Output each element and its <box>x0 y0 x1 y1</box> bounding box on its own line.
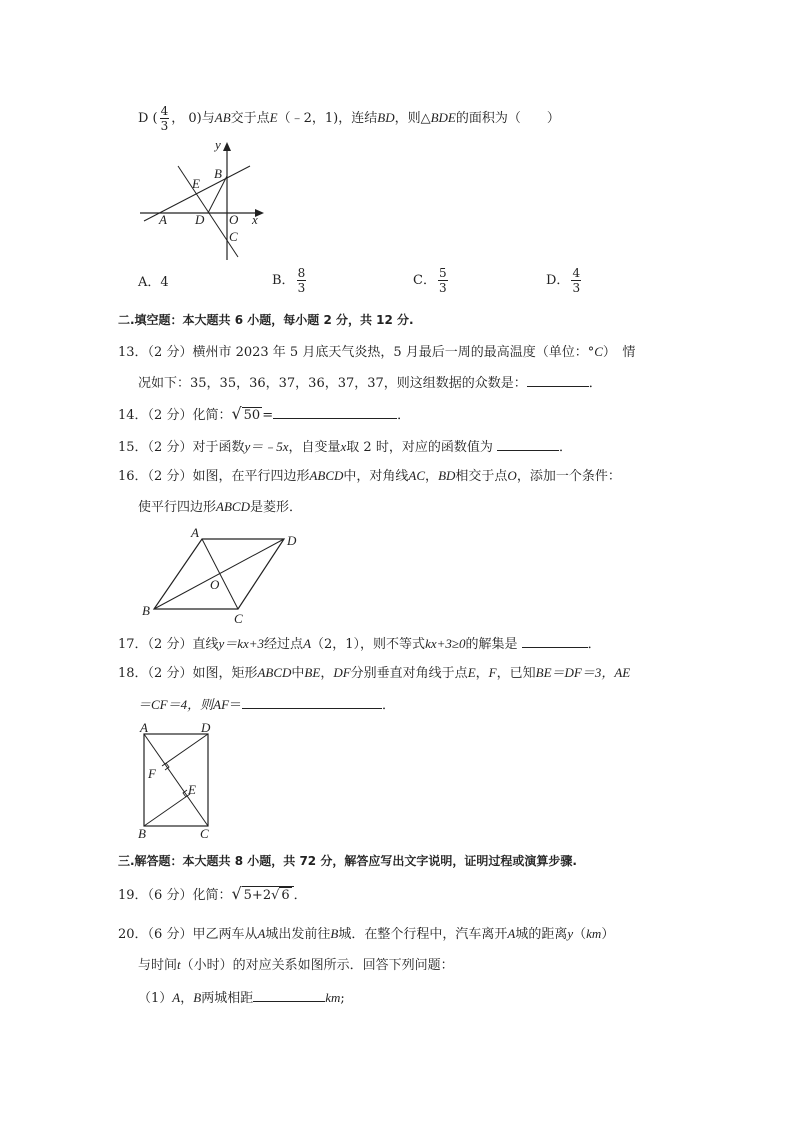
q18-line1: 18．（2 分）如图，矩形ABCD中BE，DF分别垂直对角线于点E，F，已知BE＝DF＝3，AE <box>118 665 631 681</box>
q12-label-x: x <box>252 212 258 227</box>
q12-option-d[interactable]: D． $\frac{4}{3}$ <box>546 266 581 295</box>
q12-figure <box>132 136 272 260</box>
q12-label-d: D <box>195 212 205 227</box>
q16-line1: 16．（2 分）如图，在平行四边形ABCD中，对角线AC，BD相交于点O，添加一个条件： <box>118 468 621 484</box>
q16-label-o: O <box>210 577 220 592</box>
q16-label-c: C <box>234 611 243 626</box>
q16-label-d: D <box>287 533 297 548</box>
q18-label-c: C <box>200 826 209 840</box>
q12-option-c[interactable]: C． $\frac{5}{3}$ <box>413 266 447 295</box>
q20-sub1: （1）A，B两城相距 km; <box>138 990 345 1006</box>
q18-label-e: E <box>188 782 196 797</box>
q18-label-b: B <box>138 826 146 840</box>
q18-label-d: D <box>201 722 211 735</box>
q16-label-b: B <box>142 603 150 618</box>
q12-option-b[interactable]: B． $\frac{8}{3}$ <box>272 266 306 295</box>
section-2-heading: 二.填空题：本大题共 6 小题，每小题 2 分，共 12 分. <box>118 313 414 327</box>
q13-line2: 况如下：35，35，36，37，36，37，37，则这组数据的众数是： ． <box>138 373 602 393</box>
q12-label-y: y <box>215 137 221 152</box>
q20-answer-blank[interactable] <box>253 988 325 1002</box>
q12-label-b: B <box>214 166 222 181</box>
q12-label-c: C <box>229 229 238 244</box>
q15-text: 15．（2 分）对于函数y＝﹣5x，自变量x取 2 时，对应的函数值为 ． <box>118 439 572 455</box>
q12-fraction: $\frac{4}{3}$ <box>160 104 169 133</box>
q14-answer-blank[interactable] <box>273 405 397 419</box>
q18-label-f: F <box>148 766 156 781</box>
q14-text: 14．（2 分）化简：√ 50 = ． <box>118 404 411 423</box>
q13-line1: 13．（2 分）横州市 2023 年 5 月底天气炎热，5 月最后一周的最高温度（单位：°C） 情 <box>118 344 636 360</box>
q16-label-a: A <box>191 525 199 540</box>
q13-answer-blank[interactable] <box>527 373 589 387</box>
q18-answer-blank[interactable] <box>242 695 382 709</box>
q16-figure <box>136 524 316 628</box>
q12-option-a[interactable]: A．4 <box>138 275 169 290</box>
q19-text: 19．（6 分）化简：√ 5+2√ 6 ． <box>118 884 307 903</box>
q12-label-a: A <box>159 212 167 227</box>
q16-line2: 使平行四边形ABCD是菱形． <box>138 499 302 515</box>
q20-line1: 20．（6 分）甲乙两车从A城出发前往B城．在整个行程中，汽车离开A城的距离y（km） <box>118 926 615 942</box>
q18-line2: ＝CF＝4，则AF＝ ． <box>138 697 396 713</box>
q15-answer-blank[interactable] <box>497 437 559 451</box>
q20-line2: 与时间t（小时）的对应关系如图所示．回答下列问题： <box>138 957 454 973</box>
q17-answer-blank[interactable] <box>522 634 588 648</box>
q18-label-a: A <box>140 722 148 735</box>
q18-figure <box>134 722 218 840</box>
q12-label-e: E <box>192 176 200 191</box>
q17-text: 17．（2 分）直线y＝kx+3经过点A（2，1），则不等式kx+3≥0的解集是 ． <box>118 636 601 652</box>
q12-label-o: O <box>229 212 239 227</box>
section-3-heading: 三.解答题：本大题共 8 小题，共 72 分，解答应写出文字说明，证明过程或演算步骤. <box>118 854 577 868</box>
q12-text: D ( $\frac{4}{3}$ ， 0)与AB交于点E（﹣2，1)，连结BD，则△BDE的面积为（ ） <box>138 104 560 133</box>
